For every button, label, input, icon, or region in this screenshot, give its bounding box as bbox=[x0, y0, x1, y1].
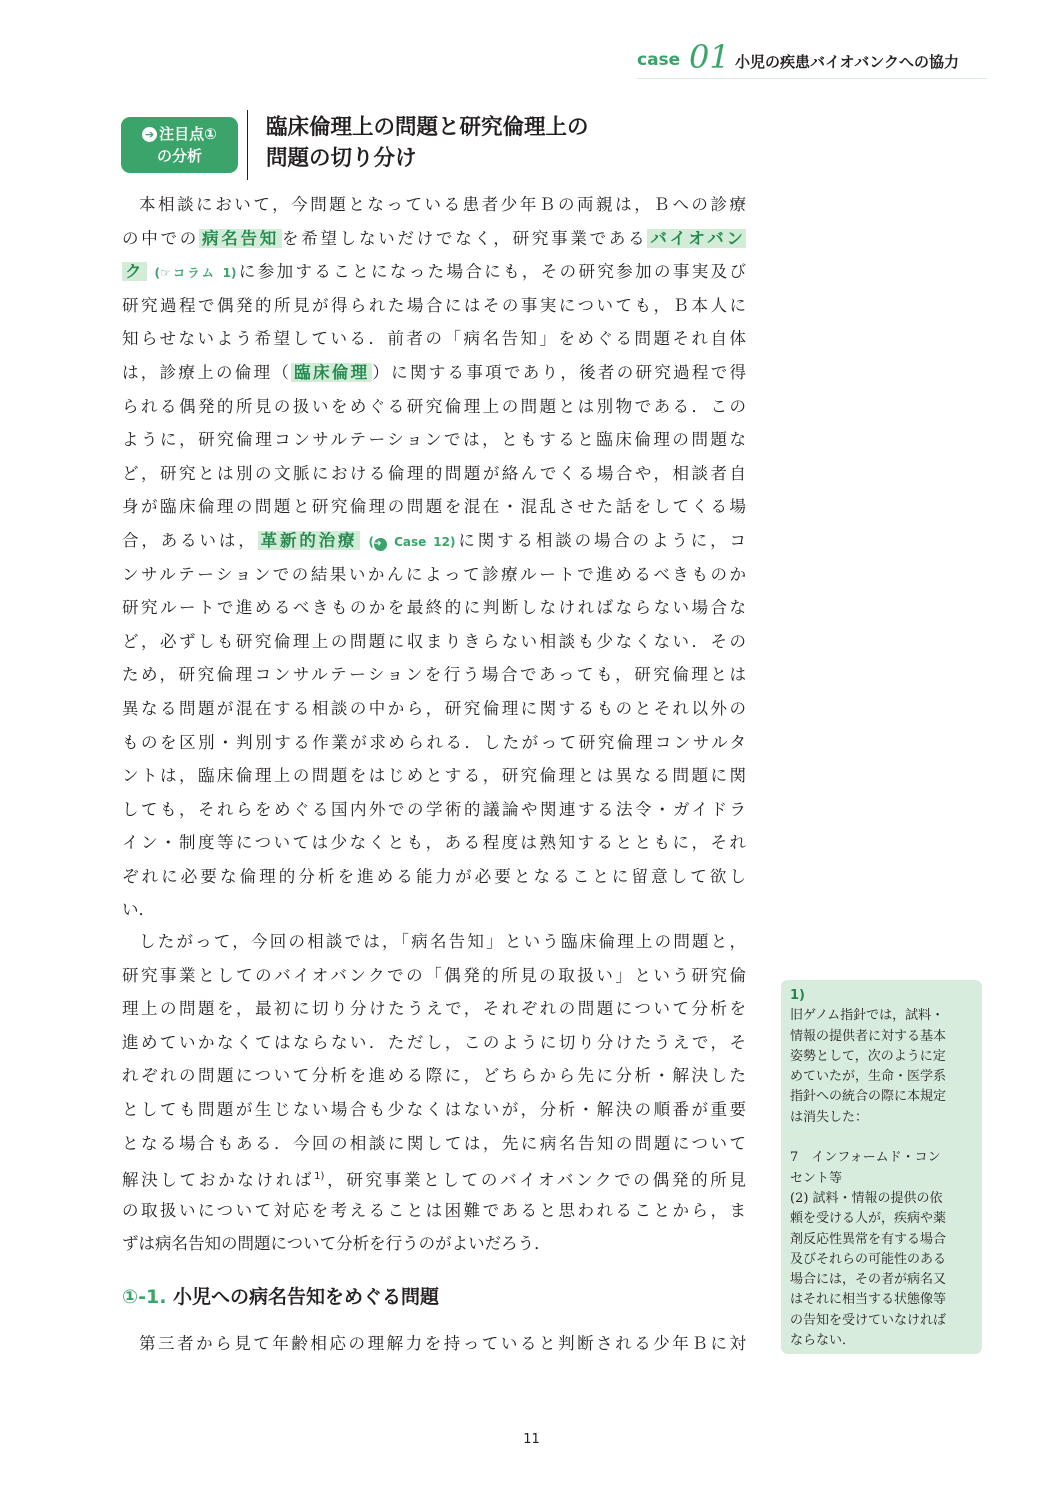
subsection-number: ①-1. bbox=[122, 1286, 167, 1308]
text-line: ように，研究倫理コンサルテーションでは，ともすると臨床倫理の問題な bbox=[122, 430, 746, 450]
text-line: 解決しておかなければ$^{1)}$，研究事業としてのバイオバンクでの偶発的所見 bbox=[122, 1170, 746, 1190]
focus-point-badge bbox=[121, 117, 238, 173]
subsection-text: 小児への病名告知をめぐる問題 bbox=[173, 1286, 440, 1308]
paragraph-3 bbox=[122, 1327, 746, 1361]
text-line: 研究事業としてのバイオバンクでの「偶発的所見の取扱い」という研究倫 bbox=[122, 965, 746, 985]
text-line: イン・制度等については少なくとも，ある程度は熟知するとともに，それ bbox=[122, 833, 746, 853]
badge-line-2: の分析 bbox=[156, 147, 202, 165]
text-line: は，診療上の倫理（ 臨床倫理 ）に関する事項であり，後者の研究過程で得 bbox=[122, 362, 746, 382]
note-line: ならない． bbox=[790, 1333, 856, 1349]
text-line: ため，研究倫理コンサルテーションを行う場合であっても，研究倫理とは bbox=[122, 665, 746, 685]
note-line: 指針への統合の際に本規定 bbox=[790, 1089, 947, 1105]
text-line: ずは病名告知の問題について分析を行うのがよいだろう． bbox=[122, 1234, 551, 1254]
section-title-line-2: 問題の切り分け bbox=[266, 146, 417, 171]
case-reference-link[interactable]: (➔ Case 12) bbox=[368, 534, 456, 549]
footnote-box bbox=[781, 980, 982, 1354]
case-number: 01 bbox=[689, 38, 730, 76]
text-line: 第三者から見て年齢相応の理解力を持っていると判断される少年Ｂに対 bbox=[139, 1334, 746, 1353]
text-line: 理上の問題を，最初に切り分けたうえで，それぞれの問題について分析を bbox=[122, 999, 746, 1019]
text-line: 知らせないよう希望している．前者の「病名告知」をめぐる問題それ自体 bbox=[122, 329, 746, 349]
text-line: られる偶発的所見の扱いをめぐる研究倫理上の問題とは別物である．この bbox=[122, 396, 746, 416]
text-line: 研究過程で偶発的所見が得られた場合にはその事実についても，Ｂ本人に bbox=[122, 295, 746, 315]
note-line: はそれに相当する状態像等 bbox=[790, 1292, 947, 1308]
text-line: したがって，今回の相談では，「病名告知」という臨床倫理上の問題と， bbox=[139, 932, 746, 951]
text-line: ど，必ずしも研究倫理上の問題に収まりきらない相談も少なくない．その bbox=[122, 631, 746, 651]
text-line: ク (☞コラム 1)に参加することになった場合にも，その研究参加の事実及び bbox=[122, 255, 746, 289]
text-line: 身が臨床倫理の問題と研究倫理の問題を混在・混乱させた話をしてくる場 bbox=[122, 497, 746, 517]
note-line: 頼を受ける人が，疾病や薬 bbox=[790, 1211, 947, 1227]
note-line: めていたが，生命・医学系 bbox=[790, 1069, 947, 1085]
note-line: (2) 試料・情報の提供の依 bbox=[790, 1190, 943, 1206]
text-line: 異なる問題が混在する相談の中から，研究倫理に関するものとそれ以外の bbox=[122, 698, 746, 718]
text-line: の取扱いについて対応を考えることは困難であると思われることから，ま bbox=[122, 1200, 746, 1220]
badge-line-1: 注目点① bbox=[159, 125, 217, 143]
section-title-line-1: 臨床倫理上の問題と研究倫理上の bbox=[266, 115, 589, 140]
note-line: 7 インフォームド・コン bbox=[790, 1150, 941, 1166]
footnote-label: 1) bbox=[790, 988, 805, 1003]
note-line: の告知を受けていなければ bbox=[790, 1312, 947, 1328]
note-line: 及びそれらの可能性のある bbox=[790, 1251, 947, 1267]
text-line: ものを区別・判別する作業が求められる．したがって研究倫理コンサルタ bbox=[122, 732, 746, 752]
note-line: 姿勢として，次のように定 bbox=[790, 1048, 946, 1064]
paragraph-2 bbox=[122, 925, 746, 1261]
text-line: ど，研究とは別の文脈における倫理的問題が絡んでくる場合や，相談者自 bbox=[122, 463, 746, 483]
header-rule bbox=[637, 78, 987, 79]
keyword-biobank: バイオバン bbox=[647, 229, 746, 248]
note-line: セント等 bbox=[790, 1170, 843, 1186]
footnote-marker[interactable]: 1) bbox=[314, 1171, 325, 1183]
subsection-title bbox=[122, 1282, 439, 1309]
text-line: れぞれの問題について分析を進める際に，どちらから先に分析・解決した bbox=[122, 1066, 746, 1086]
note-line: 場合には，その者が病名又 bbox=[790, 1272, 947, 1288]
keyword-rinsho-rinri: 臨床倫理 bbox=[291, 363, 372, 382]
keyword-kakushinteki-chiryo: 革新的治療 bbox=[258, 531, 361, 550]
text-line: 本相談において，今問題となっている患者少年Ｂの両親は，Ｂへの診療 bbox=[139, 195, 746, 214]
arrow-right-icon: ➔ bbox=[374, 538, 387, 551]
case-label: case bbox=[637, 50, 681, 70]
text-line: ンサルテーションでの結果いかんによって診療ルートで進めるべきものか bbox=[122, 564, 746, 584]
note-line: は消失した： bbox=[790, 1109, 869, 1125]
text-line: 合，あるいは， 革新的治療 (➔ Case 12)に関する相談の場合のように，コ bbox=[122, 530, 747, 550]
note-line: 旧ゲノム指針では，試料・ bbox=[790, 1008, 945, 1024]
text-line: の中での 病名告知 を希望しないだけでなく，研究事業である バイオバン bbox=[122, 222, 746, 256]
keyword-byomei-kokuchi: 病名告知 bbox=[199, 229, 282, 248]
text-line: 研究ルートで進めるべきものかを最終的に判断しなければならない場合な bbox=[122, 598, 746, 618]
column-reference-link[interactable]: (☞コラム 1) bbox=[154, 266, 237, 281]
text-line: としても問題が生じない場合も少なくはないが，分析・解決の順番が重要 bbox=[122, 1099, 746, 1119]
paragraph-1 bbox=[122, 188, 746, 927]
arrow-right-icon: ➔ bbox=[142, 127, 157, 142]
section-title bbox=[266, 112, 589, 174]
note-line: 情報の提供者に対する基本 bbox=[790, 1028, 947, 1044]
text-line: ントは，臨床倫理上の問題をはじめとする，研究倫理とは異なる問題に関 bbox=[122, 766, 746, 786]
text-line: 進めていかなくてはならない．ただし，このように切り分けたうえで，そ bbox=[122, 1032, 746, 1052]
text-line: ぞれに必要な倫理的分析を進める能力が必要となることに留意して欲し bbox=[122, 866, 746, 886]
page-number: 11 bbox=[523, 1432, 540, 1447]
text-line: しても，それらをめぐる国内外での学術的議論や関連する法令・ガイドラ bbox=[122, 799, 746, 819]
keyword-biobank-cont: ク bbox=[122, 262, 147, 281]
note-gap bbox=[790, 1128, 973, 1148]
note-line: 剤反応性異常を有する場合 bbox=[790, 1231, 947, 1247]
heading-divider bbox=[247, 110, 248, 180]
text-line: となる場合もある．今回の相談に関しては，先に病名告知の問題について bbox=[122, 1133, 746, 1153]
text-line: い． bbox=[122, 900, 155, 920]
case-title: 小児の疾患バイオバンクへの協力 bbox=[735, 53, 959, 71]
